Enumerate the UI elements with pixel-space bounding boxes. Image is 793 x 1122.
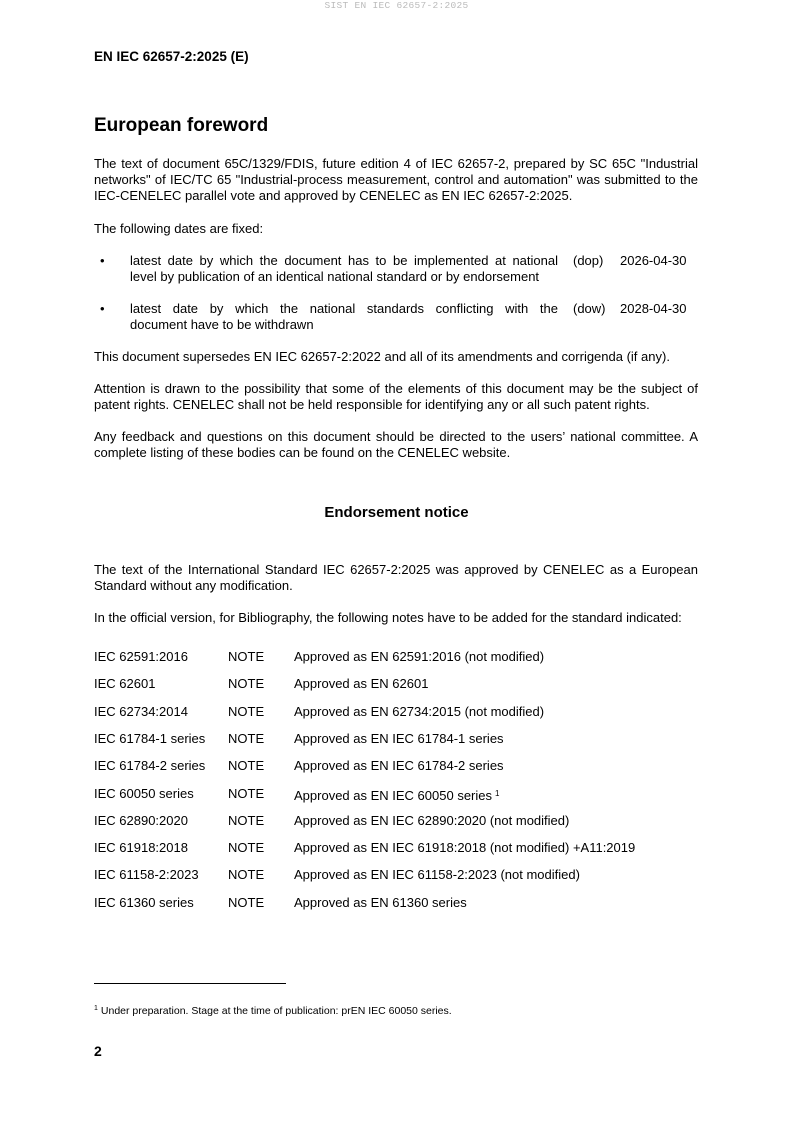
patent-paragraph: Attention is drawn to the possibility that some of the elements of this document may be the subject of patent rights. CENELEC shall not be held responsible for identifying any or all such patent rights. [94,381,698,412]
note-text-value: Approved as EN 62734:2015 (not modified) [294,703,545,719]
date-value: 2028-04-30 [620,301,687,316]
note-label: NOTE [228,649,265,664]
standard-ref: IEC 61784-2 series [94,758,206,774]
standard-ref: IEC 61784-1 series [94,730,206,746]
standard-ref: IEC 62591:2016 [94,649,188,664]
endorsement-heading: Endorsement notice [324,504,469,521]
note-text [294,704,544,720]
intro-paragraph: The text of document 65C/1329/FDIS, future edition 4 of IEC 62657-2, prepared by SC 65C "Industrial networks" of IEC/TC 65 "Industrial-process measurement, control and automation" was submitted to the IEC-CENELEC parallel vote and approved by CENELEC as EN IEC 62657-2:2025. [94,156,698,203]
note-label: NOTE [228,894,265,910]
standard-ref: IEC 62734:2014 [94,703,188,719]
document-header: EN IEC 62657-2:2025 (E) [94,49,249,64]
note-text [294,758,504,774]
standard-ref: IEC 62890:2020 [94,812,188,828]
note-label: NOTE [228,676,265,692]
note-label: NOTE [228,785,265,801]
page-number: 2 [94,1043,102,1059]
note-text-value: Approved as EN 62601 [294,676,429,692]
endorsement-paragraph: The text of the International Standard IEC 62657-2:2025 was approved by CENELEC as a European Standard without any modification. [94,562,698,593]
bullet: • [100,301,105,316]
note-label: NOTE [228,812,265,828]
date-description-cont: level by publication of an identical national standard or by endorsement [130,269,540,284]
date-description-cont: document have to be withdrawn [130,317,314,332]
note-text [294,813,569,829]
date-description: latest date by which the document has to be implemented at national [130,253,558,268]
date-description: latest date by which the national standards conflicting with the [130,301,558,316]
standard-ref: IEC 62601 [94,676,156,692]
standard-ref: IEC 61158-2:2023 [94,867,199,883]
note-text-value: Approved as EN IEC 61158-2:2023 (not modified) [294,867,580,883]
note-label: NOTE [228,730,265,746]
note-text-value: Approved as EN 61360 series [294,894,467,910]
standard-ref: IEC 61918:2018 [94,840,188,856]
note-text [294,895,467,911]
date-value: 2026-04-30 [620,253,687,268]
footnote [94,1005,452,1017]
note-text [294,867,580,883]
note-text-value: Approved as EN IEC 60050 series [294,787,492,803]
note-label: NOTE [228,703,265,719]
note-text-value: Approved as EN IEC 61918:2018 (not modified) +A11:2019 [294,840,636,856]
date-code: (dop) [573,253,604,268]
dates-intro: The following dates are fixed: [94,221,264,236]
footnote-mark: 1 [94,1005,98,1012]
note-label: NOTE [228,758,265,774]
note-text [294,676,428,692]
note-text-value: Approved as EN 62591:2016 (not modified) [294,649,545,664]
note-text-value: Approved as EN IEC 61784-2 series [294,758,504,774]
watermark: SIST EN IEC 62657-2:2025 [324,0,469,11]
note-text-value: Approved as EN IEC 61784-1 series [294,730,504,746]
note-text [294,731,504,747]
standard-ref: IEC 60050 series [94,785,194,801]
note-label: NOTE [228,840,265,856]
date-code: (dow) [573,301,606,316]
note-text-value: Approved as EN IEC 62890:2020 (not modified) [294,812,570,828]
note-label: NOTE [228,867,265,883]
page-title: European foreword [94,115,269,136]
note-text [294,786,499,804]
standard-ref: IEC 61360 series [94,894,194,910]
footnote-ref: 1 [495,788,500,798]
feedback-paragraph: Any feedback and questions on this document should be directed to the users’ national committee. A complete listing of these bodies can be found on the CENELEC website. [94,429,698,460]
note-text [294,649,544,665]
bibliography-intro: In the official version, for Bibliography, the following notes have to be added for the standard indicated: [94,610,682,625]
supersedes-paragraph: This document supersedes EN IEC 62657-2:2022 and all of its amendments and corrigenda (if any). [94,349,670,364]
note-text [294,840,635,856]
footnote-text: Under preparation. Stage at the time of publication: prEN IEC 60050 series. [100,1005,452,1017]
bullet: • [100,253,105,268]
footnote-separator [94,983,286,984]
